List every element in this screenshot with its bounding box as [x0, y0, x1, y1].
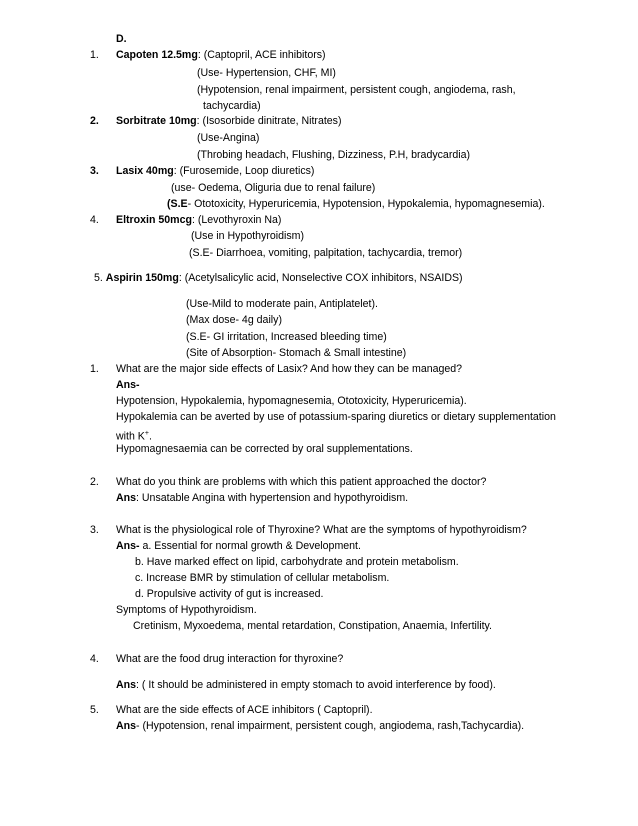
section-heading: D. — [116, 33, 127, 45]
question-3-symptoms: Cretinism, Myxoedema, mental retardation, Constipation, Anaemia, Infertility. — [133, 620, 492, 632]
drug-3-side-effects: - Ototoxicity, Hyperuricemia, Hypotension, Hypokalemia, hypomagnesemia). — [187, 198, 545, 210]
drug-5-use: (Use-Mild to moderate pain, Antiplatelet). — [186, 298, 378, 310]
question-5-answer: - (Hypotension, renal impairment, persistent cough, angiodema, rash,Tachycardia). — [136, 720, 525, 732]
drug-1-line — [116, 49, 326, 62]
question-3-answer-d: d. Propulsive activity of gut is increased. — [135, 588, 324, 600]
drug-2-side-effects: (Throbing headach, Flushing, Dizziness, P.H, bradycardia) — [197, 149, 471, 161]
question-1-k-base: with K — [116, 430, 145, 443]
drug-3-use: (use- Oedema, Oliguria due to renal failure) — [171, 182, 376, 194]
question-4-number: 4. — [90, 653, 99, 665]
question-4-answer: : ( It should be administered in empty stomach to avoid interference by food). — [136, 679, 496, 691]
drug-5-line — [94, 272, 463, 285]
drug-2-use: (Use-Angina) — [197, 132, 260, 144]
drug-5-desc: : (Acetylsalicylic acid, Nonselective COX inhibitors, NSAIDS) — [178, 272, 463, 284]
drug-5-absorption-site: (Site of Absorption- Stomach & Small intestine) — [186, 347, 407, 359]
drug-4-side-effects: (S.E- Diarrhoea, vomiting, palpitation, tachycardia, tremor) — [189, 247, 463, 259]
question-2-ans-label: Ans — [116, 492, 137, 504]
drug-1-number: 1. — [90, 49, 99, 61]
drug-2-name: Sorbitrate 10mg — [116, 115, 197, 127]
drug-1-side-effects: (Hypotension, renal impairment, persistent cough, angiodema, rash, — [197, 84, 516, 96]
drug-1-desc: : (Captopril, ACE inhibitors) — [197, 49, 326, 61]
question-3-answer-a-line — [116, 540, 361, 553]
question-1-text: What are the major side effects of Lasix? And how they can be managed? — [116, 363, 463, 375]
drug-2-desc: : (Isosorbide dinitrate, Nitrates) — [196, 115, 342, 127]
drug-1-use: (Use- Hypertension, CHF, MI) — [197, 67, 336, 79]
drug-4-number: 4. — [90, 214, 99, 226]
drug-3-side-effects-line — [167, 198, 545, 211]
question-4-text: What are the food drug interaction for thyroxine? — [116, 653, 344, 665]
question-3-answer-a: a. Essential for normal growth & Development. — [139, 540, 361, 552]
drug-2-line — [116, 115, 342, 128]
question-1-k-sup: + — [144, 430, 149, 437]
drug-4-use: (Use in Hypothyroidism) — [191, 230, 305, 242]
drug-1-name: Capoten 12.5mg — [116, 49, 198, 61]
question-5-number: 5. — [90, 704, 99, 716]
question-3-symptoms-title: Symptoms of Hypothyroidism. — [116, 604, 257, 616]
drug-4-line — [116, 214, 281, 227]
question-2-answer-line — [116, 492, 408, 505]
question-1-ans-label: Ans- — [116, 379, 140, 391]
question-2-text: What do you think are problems with which this patient approached the doctor? — [116, 476, 487, 488]
question-2-answer: : Unsatable Angina with hypertension and hypothyroidism. — [136, 492, 409, 504]
question-5-answer-line — [116, 720, 524, 733]
drug-5-dose: (Max dose- 4g daily) — [186, 314, 282, 326]
question-1-number: 1. — [90, 363, 99, 375]
question-2-number: 2. — [90, 476, 99, 488]
question-5-text: What are the side effects of ACE inhibitors ( Captopril). — [116, 704, 373, 716]
question-1-answer-line-3 — [116, 427, 152, 444]
question-4-answer-line — [116, 679, 496, 692]
drug-3-name: Lasix 40mg — [116, 165, 174, 177]
drug-4-name: Eltroxin 50mcg — [116, 214, 192, 226]
drug-2-number: 2. — [90, 115, 99, 127]
drug-1-side-effects-cont: tachycardia) — [203, 100, 261, 112]
drug-5-side-effects: (S.E- GI irritation, Increased bleeding time) — [186, 331, 387, 343]
question-3-ans-label: Ans- — [116, 540, 140, 552]
drug-3-desc: : (Furosemide, Loop diuretics) — [173, 165, 315, 177]
question-1-answer-line-1: Hypotension, Hypokalemia, hypomagnesemia, Ototoxicity, Hyperuricemia). — [116, 395, 467, 407]
question-3-number: 3. — [90, 524, 99, 536]
drug-5-name: Aspirin 150mg — [105, 272, 179, 284]
question-1-k-end: . — [148, 430, 152, 443]
question-5-ans-label: Ans — [116, 720, 137, 732]
question-4-ans-label: Ans — [116, 679, 137, 691]
question-3-answer-b: b. Have marked effect on lipid, carbohydrate and protein metabolism. — [135, 556, 459, 568]
drug-3-number: 3. — [90, 165, 99, 177]
drug-4-desc: : (Levothyroxin Na) — [191, 214, 282, 226]
question-3-text: What is the physiological role of Thyroxine? What are the symptoms of hypothyroidism? — [116, 524, 527, 536]
question-3-answer-c: c. Increase BMR by stimulation of cellular metabolism. — [135, 572, 390, 584]
drug-3-se-prefix: (S.E — [167, 198, 188, 210]
question-1-answer-line-4: Hypomagnesaemia can be corrected by oral supplementations. — [116, 443, 413, 455]
question-1-answer-line-2: Hypokalemia can be averted by use of potassium-sparing diuretics or dietary supplementation — [116, 411, 556, 423]
drug-3-line — [116, 165, 314, 178]
drug-5-number: 5. — [94, 272, 103, 284]
